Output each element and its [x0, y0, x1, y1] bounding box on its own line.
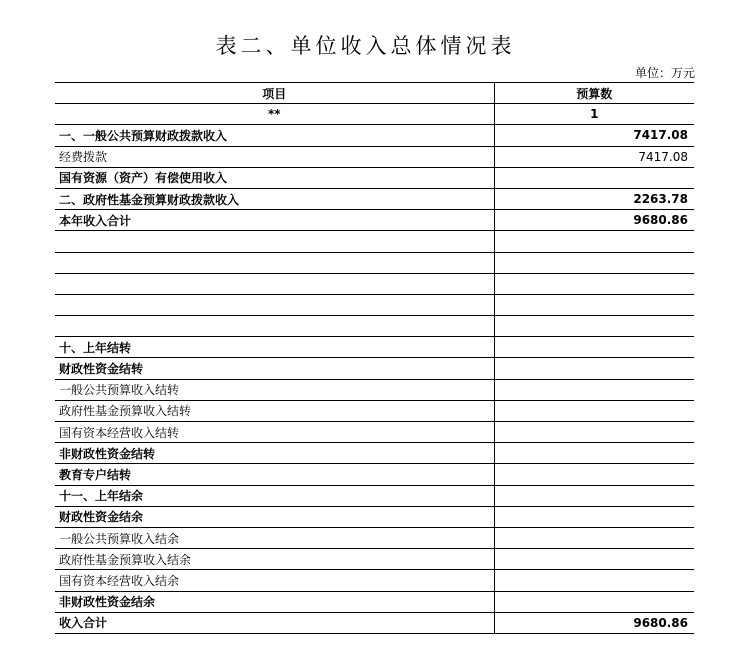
row-label: 财政性资金结转	[55, 358, 494, 379]
table-header-row	[55, 83, 694, 104]
table-row	[55, 146, 694, 167]
row-label: 收入合计	[55, 612, 494, 633]
row-label: 国有资源（资产）有偿使用收入	[55, 167, 494, 188]
row-value	[494, 485, 694, 506]
row-label: 政府性基金预算收入结转	[55, 400, 494, 421]
row-value: 9680.86	[494, 210, 694, 231]
row-value	[494, 549, 694, 570]
row-value: 7417.08	[494, 125, 694, 146]
row-label: 国有资本经营收入结转	[55, 422, 494, 443]
table-row	[55, 422, 694, 443]
row-label: 一、一般公共预算财政拨款收入	[55, 125, 494, 146]
table-row-total	[55, 612, 694, 633]
row-value	[494, 591, 694, 612]
table-row	[55, 591, 694, 612]
page-title: 表二、单位收入总体情况表	[215, 34, 516, 58]
row-label	[55, 294, 494, 315]
table-row	[55, 252, 694, 273]
table-row	[55, 443, 694, 464]
row-value	[494, 527, 694, 548]
table-row	[55, 549, 694, 570]
row-value	[494, 316, 694, 337]
row-value	[494, 273, 694, 294]
row-value	[494, 422, 694, 443]
table-row	[55, 485, 694, 506]
row-label: 非财政性资金结余	[55, 591, 494, 612]
row-label	[55, 273, 494, 294]
header-item: 项目	[55, 83, 494, 104]
row-value	[494, 506, 694, 527]
row-label: 政府性基金预算收入结余	[55, 549, 494, 570]
row-label: 财政性资金结余	[55, 506, 494, 527]
row-label: 本年收入合计	[55, 210, 494, 231]
table-row	[55, 379, 694, 400]
row-value: 2263.78	[494, 188, 694, 209]
row-value	[494, 443, 694, 464]
table-row	[55, 167, 694, 188]
row-value	[494, 167, 694, 188]
table-index-row	[55, 104, 694, 125]
row-value	[494, 231, 694, 252]
row-label: 经费拨款	[55, 146, 494, 167]
row-value	[494, 570, 694, 591]
table-row	[55, 506, 694, 527]
row-label: 二、政府性基金预算财政拨款收入	[55, 188, 494, 209]
row-value	[494, 400, 694, 421]
table-row	[55, 464, 694, 485]
table-row	[55, 231, 694, 252]
row-value	[494, 337, 694, 358]
table-row	[55, 210, 694, 231]
table-row	[55, 188, 694, 209]
header-budget: 预算数	[494, 83, 694, 104]
income-summary-table	[55, 82, 694, 634]
row-label	[55, 231, 494, 252]
row-label: 国有资本经营收入结余	[55, 570, 494, 591]
row-value	[494, 464, 694, 485]
row-label: 十一、上年结余	[55, 485, 494, 506]
table-row	[55, 337, 694, 358]
row-label: 教育专户结转	[55, 464, 494, 485]
row-value	[494, 358, 694, 379]
row-label	[55, 252, 494, 273]
row-label: 一般公共预算收入结余	[55, 527, 494, 548]
row-label: 一般公共预算收入结转	[55, 379, 494, 400]
row-value	[494, 379, 694, 400]
row-value: 7417.08	[494, 146, 694, 167]
row-label: 非财政性资金结转	[55, 443, 494, 464]
row-label: 十、上年结转	[55, 337, 494, 358]
table-row	[55, 358, 694, 379]
row-label	[55, 316, 494, 337]
row-value	[494, 252, 694, 273]
index-budget: 1	[494, 104, 694, 125]
index-item: **	[55, 104, 494, 125]
unit-label: 单位：万元	[634, 66, 695, 80]
table-row	[55, 125, 694, 146]
table-row	[55, 316, 694, 337]
table-row	[55, 294, 694, 315]
row-value	[494, 294, 694, 315]
table-row	[55, 400, 694, 421]
row-value: 9680.86	[494, 612, 694, 633]
table-row	[55, 570, 694, 591]
table-row	[55, 273, 694, 294]
table-row	[55, 527, 694, 548]
